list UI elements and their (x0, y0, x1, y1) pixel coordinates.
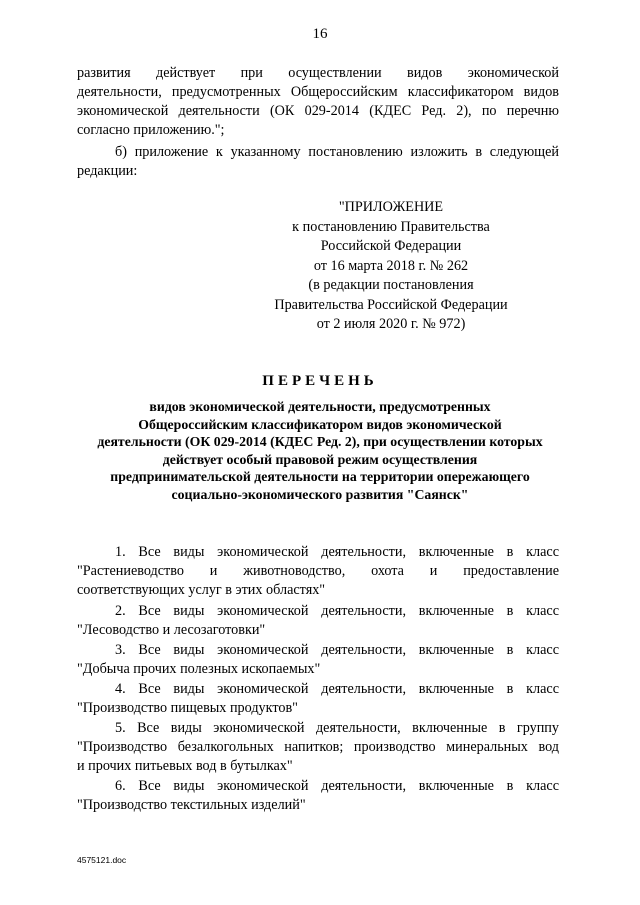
list-item-line: "Производство текстильных изделий" (77, 797, 306, 813)
appendix-line: "ПРИЛОЖЕНИЕ (338, 199, 444, 215)
document-title: ПЕРЕЧЕНЬ (262, 373, 378, 389)
subtitle-line: Общероссийским классификатором видов экономической (138, 416, 502, 432)
list-item-line: 4. Все виды экономической деятельности, включенные в класс (115, 681, 559, 697)
appendix-line: от 2 июля 2020 г. № 972) (316, 316, 466, 332)
list-item-line: и прочих питьевых вод в бутылках" (77, 758, 293, 774)
appendix-line: к постановлению Правительства (292, 218, 490, 235)
intro-line: согласно приложению."; (77, 122, 225, 138)
subtitle-line: действует особый правовой режим осуществления (162, 451, 478, 467)
intro-line: развития действует при осуществлении видов экономической (77, 65, 559, 81)
item-b-line: б) приложение к указанному постановлению изложить в следующей (115, 144, 559, 160)
footer-file-id: 4575121.doc (77, 855, 127, 865)
list-item-line: "Растениеводство и животноводство, охота и предоставление (77, 563, 559, 579)
list-item-line: соответствующих услуг в этих областях" (77, 582, 326, 598)
appendix-header (250, 198, 532, 335)
list-item-line: "Добыча прочих полезных ископаемых" (77, 661, 321, 677)
intro-line: экономической деятельности (ОК 029-2014 (КДЕС Ред. 2), по перечню (77, 103, 559, 119)
list-item-line: 5. Все виды экономической деятельности, включенные в группу (115, 720, 559, 736)
page-number: 16 (312, 26, 328, 42)
subtitle-line: социально-экономического развития "Саянск" (171, 486, 469, 502)
appendix-line: Правительства Российской Федерации (274, 296, 508, 313)
list-item-line: "Лесоводство и лесозаготовки" (77, 622, 266, 638)
appendix-line: от 16 марта 2018 г. № 262 (313, 257, 469, 274)
list-item-line: "Производство безалкогольных напитков; производство минеральных вод (77, 739, 559, 755)
appendix-line: Российской Федерации (320, 238, 462, 254)
list-item-line: 1. Все виды экономической деятельности, включенные в класс (115, 544, 559, 560)
document-subtitle (60, 398, 580, 503)
subtitle-line: видов экономической деятельности, предусмотренных (149, 399, 491, 414)
intro-line: деятельности, предусмотренных Общероссийским классификатором видов (77, 84, 559, 100)
appendix-line: (в редакции постановления (308, 277, 474, 293)
list-item-line: 6. Все виды экономической деятельности, включенные в класс (115, 778, 559, 794)
subtitle-line: деятельности (ОК 029-2014 (КДЕС Ред. 2), при осуществлении которых (97, 434, 543, 449)
subtitle-line: предпринимательской деятельности на территории опережающего (110, 469, 530, 484)
list-item-line: 3. Все виды экономической деятельности, включенные в класс (115, 642, 559, 658)
list-item-line: "Производство пищевых продуктов" (77, 700, 298, 716)
item-b-line: редакции: (77, 163, 138, 179)
list-item-line: 2. Все виды экономической деятельности, включенные в класс (115, 603, 559, 619)
